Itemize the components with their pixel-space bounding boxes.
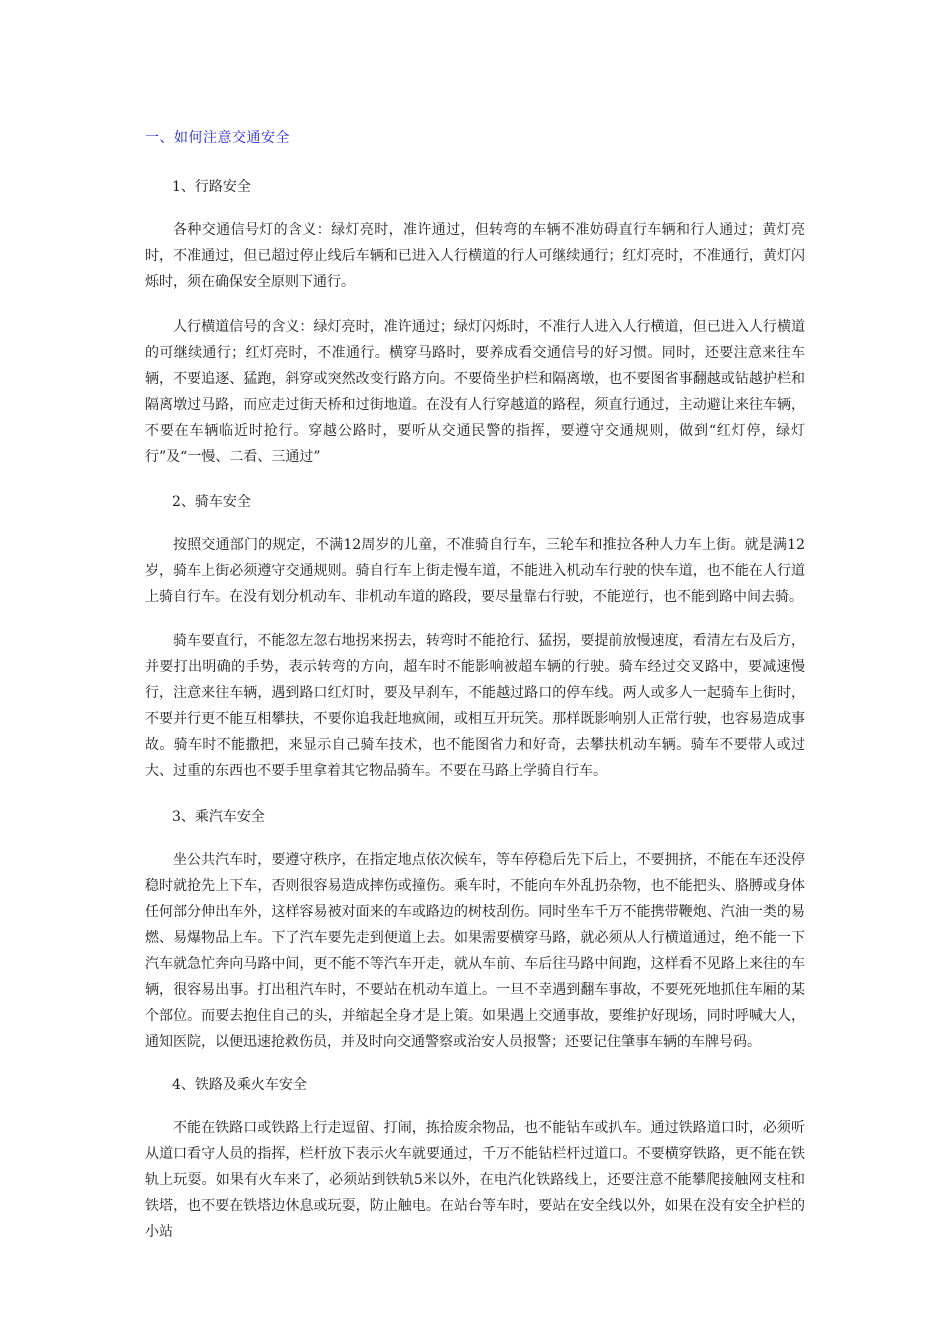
heading-cycling-safety: 2、骑车安全 [172, 494, 251, 510]
paragraph-cycling-rules: 按照交通部门的规定，不满12周岁的儿童，不准骑自行车，三轮车和推拉各种人力车上街。就是满12岁，骑车上街必须遵守交通规则。骑自行车上街走慢车道，不能进入机动车行驶的快车道，也不能在人行道上骑自行车。在没有划分机动车、非机动车道的路段，要尽量靠右行驶，不能逆行，也不能到路中间去骑。 [145, 537, 805, 605]
paragraph-railway-rules: 不能在铁路口或铁路上行走逗留、打闹，拣拾废余物品，也不能钻车或扒车。通过铁路道口时，必须听从道口看守人员的指挥，栏杆放下表示火车就要通过，千万不能钻栏杆过道口。不要横穿铁路，更不能在铁轨上玩耍。如果有火车来了，必须站到铁轨5米以外，在电汽化铁路线上，还要注意不能攀爬接触网支柱和铁塔，也不要在铁塔边休息或玩耍，防止触电。在站台等车时，要站在安全线以外，如果在没有安全护栏的小站 [145, 1120, 805, 1240]
paragraph-bus-rules: 坐公共汽车时，要遵守秩序，在指定地点依次候车，等车停稳后先下后上，不要拥挤，不能在车还没停稳时就抢先上下车，否则很容易造成摔伤或撞伤。乘车时，不能向车外乱扔杂物，也不能把头、胳膊或身体任何部分伸出车外，这样容易被对面来的车或路边的树枝刮伤。同时坐车千万不能携带鞭炮、汽油一类的易燃、易爆物品上车。下了汽车要先走到便道上去。如果需要横穿马路，就必须从人行横道通过，绝不能一下汽车就急忙奔向马路中间，更不能不等汽车开走，就从车前、车后往马路中间跑，这样看不见路上来往的车辆，很容易出事。打出租汽车时，不要站在机动车道上。一旦不幸遇到翻车事故，不要死死地抓住车厢的某个部位。而要去抱住自己的头，并缩起全身才是上策。如果遇上交通事故，要维护好现场，同时呼喊大人，通知医院，以便迅速抢救伤员，并及时向交通警察或治安人员报警；还要记住肇事车辆的车牌号码。 [145, 852, 805, 1050]
heading-walking-safety: 1、行路安全 [172, 179, 251, 195]
section-title: 一、如何注意交通安全 [145, 130, 290, 146]
heading-railway-safety: 4、铁路及乘火车安全 [172, 1077, 307, 1093]
paragraph-cycling-behaviour: 骑车要直行，不能忽左忽右地拐来拐去，转弯时不能抢行、猛拐，要提前放慢速度，看清左右及后方，并要打出明确的手势，表示转弯的方向，超车时不能影响被超车辆的行驶。骑车经过交叉路中，要减速慢行，注意来往车辆，遇到路口红灯时，要及早刹车，不能越过路口的停车线。两人或多人一起骑车上街时，不要并行更不能互相攀扶，不要你追我赶地疯闹，或相互开玩笑。那样既影响别人正常行驶，也容易造成事故。骑车时不能撒把，来显示自己骑车技术，也不能图省力和好奇，去攀扶机动车辆。骑车不要带人或过大、过重的东西也不要手里拿着其它物品骑车。不要在马路上学骑自行车。 [145, 633, 805, 779]
paragraph-crosswalk: 人行横道信号的含义：绿灯亮时，准许通过；绿灯闪烁时，不准行人进入人行横道，但已进入人行横道的可继续通行；红灯亮时，不准通行。横穿马路时，要养成看交通信号的好习惯。同时，还要注意来往车辆，不要追逐、猛跑，斜穿或突然改变行路方向。不要倚坐护栏和隔离墩，也不要图省事翻越或钻越护栏和隔离墩过马路，而应走过街天桥和过街地道。在没有人行穿越道的路程，须直行通过，主动避让来往车辆，不要在车辆临近时抢行。穿越公路时，要听从交通民警的指挥，要遵守交通规则，做到“红灯停，绿灯行”及“一慢、二看、三通过” [145, 319, 805, 465]
heading-bus-safety: 3、乘汽车安全 [172, 809, 265, 825]
paragraph-traffic-lights: 各种交通信号灯的含义：绿灯亮时，准许通过，但转弯的车辆不准妨碍直行车辆和行人通过；黄灯亮时，不准通过，但已超过停止线后车辆和已进入人行横道的行人可继续通行；红灯亮时，不准通行，黄灯闪烁时，须在确保安全原则下通行。 [145, 222, 805, 290]
